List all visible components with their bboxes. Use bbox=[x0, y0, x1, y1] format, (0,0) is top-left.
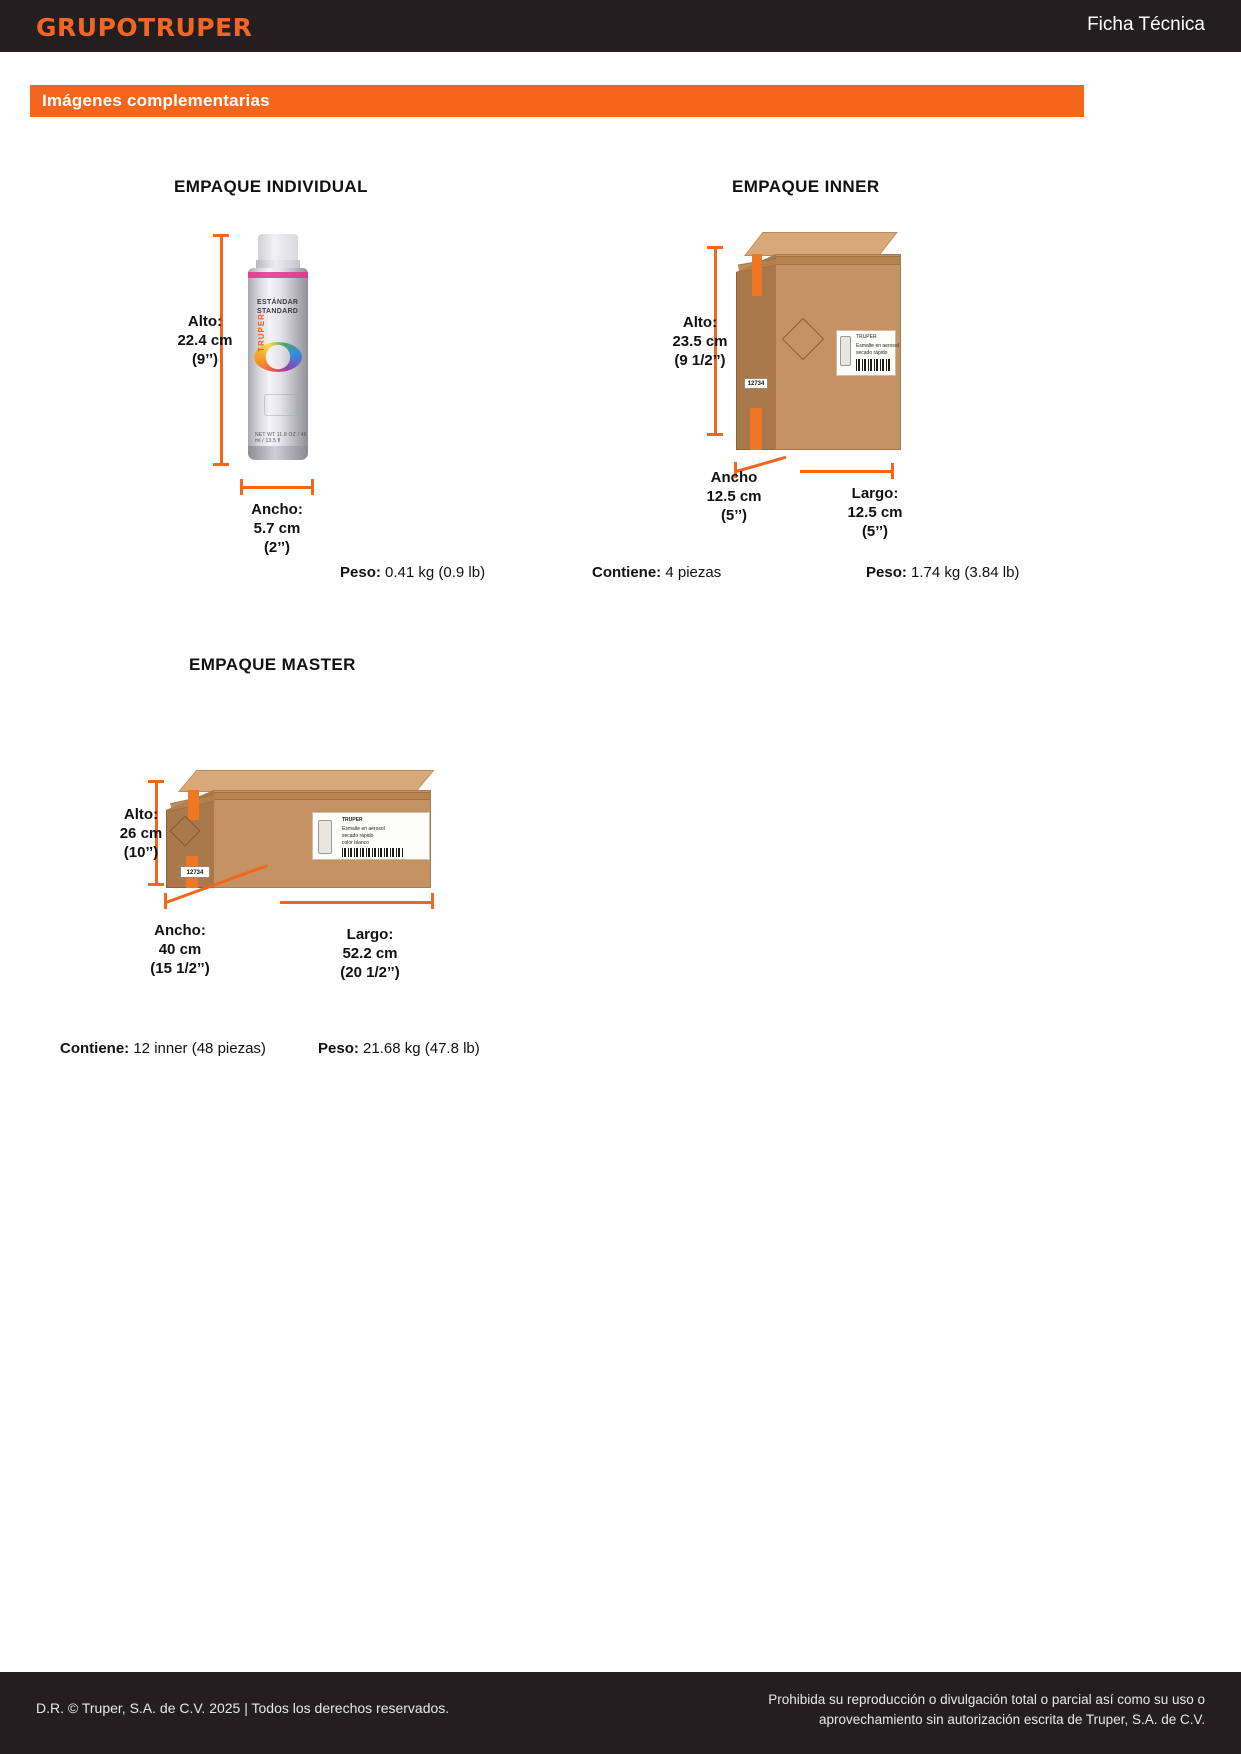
master-box-label-can-icon bbox=[318, 820, 332, 854]
inner-box-tape bbox=[776, 256, 900, 265]
section-title: Imágenes complementarias bbox=[42, 91, 270, 110]
length-inches-inner: (5’’) bbox=[861, 523, 889, 540]
weight-caption-individual: Peso: bbox=[340, 564, 381, 581]
depth-inches-master: (15 1/2’’) bbox=[150, 960, 210, 977]
width-tick-right-individual bbox=[311, 479, 314, 495]
height-tick-bottom-individual bbox=[213, 463, 229, 466]
weight-master bbox=[318, 1040, 480, 1057]
depth-value-inner: 12.5 cm bbox=[706, 488, 762, 505]
contains-value-inner: 4 piezas bbox=[665, 564, 722, 581]
document-type-label: Ficha Técnica bbox=[1087, 14, 1205, 35]
inner-box-top-face bbox=[744, 232, 898, 256]
package-title-inner: EMPAQUE INNER bbox=[732, 177, 880, 196]
can-label-line1: ESTÁNDAR bbox=[257, 299, 299, 306]
length-label-inner bbox=[790, 484, 960, 541]
brand-primary: GRUPO bbox=[36, 13, 139, 42]
footer-bar bbox=[0, 1672, 1241, 1754]
width-rule-individual bbox=[240, 486, 314, 489]
contains-master bbox=[60, 1040, 266, 1057]
can-base bbox=[248, 446, 308, 460]
height-label-master bbox=[86, 805, 196, 862]
contains-caption-inner: Contiene: bbox=[592, 564, 662, 581]
master-box-label-line2: secado rápido bbox=[342, 833, 374, 839]
depth-label-master bbox=[110, 921, 250, 978]
contains-inner bbox=[592, 564, 721, 581]
width-tick-left-individual bbox=[240, 479, 243, 495]
brand-logo bbox=[36, 13, 252, 42]
height-caption-master: Alto: bbox=[123, 806, 159, 823]
brand-secondary: TRUPER bbox=[138, 13, 253, 42]
height-value-individual: 22.4 cm bbox=[177, 332, 233, 349]
length-value-master: 52.2 cm bbox=[342, 945, 398, 962]
can-fineprint: NET WT 11.8 OZ / 48 ml / 13.5 fl bbox=[255, 432, 307, 444]
height-tick-bottom-inner bbox=[707, 433, 723, 436]
height-tick-bottom-master bbox=[148, 883, 164, 886]
contains-caption-master: Contiene: bbox=[60, 1040, 130, 1057]
weight-caption-inner: Peso: bbox=[866, 564, 907, 581]
weight-caption-master: Peso: bbox=[318, 1040, 359, 1057]
master-box-label-line1: Esmalte en aerosol bbox=[342, 826, 385, 832]
depth-value-master: 40 cm bbox=[158, 941, 202, 958]
depth-tick-left-master bbox=[164, 893, 167, 909]
depth-caption-master: Ancho: bbox=[154, 922, 206, 939]
length-tick-right-inner bbox=[891, 463, 894, 479]
height-inches-individual: (9’’) bbox=[191, 351, 219, 368]
master-box-label-brand: TRUPER bbox=[342, 817, 363, 823]
can-seal-icon bbox=[264, 394, 298, 416]
length-tick-right-master bbox=[431, 893, 434, 909]
can-brand-text: TRUPER bbox=[256, 313, 266, 352]
legal-notice bbox=[768, 1690, 1205, 1730]
header-bar bbox=[0, 0, 1241, 52]
length-rule-inner bbox=[800, 470, 894, 473]
inner-box-illustration bbox=[736, 232, 911, 467]
copyright-text: D.R. © Truper, S.A. de C.V. 2025 | Todos los derechos reservados. bbox=[36, 1700, 450, 1716]
can-label-line2: STANDARD bbox=[257, 308, 299, 315]
contains-value-master: 12 inner (48 piezas) bbox=[133, 1040, 266, 1057]
legal-notice-line1: Prohibida su reproducción o divulgación total o parcial así como su uso o bbox=[768, 1692, 1205, 1707]
master-box-sku: 12734 bbox=[180, 866, 210, 878]
width-inches-individual: (2’’) bbox=[263, 539, 291, 556]
height-tick-top-master bbox=[148, 780, 164, 783]
section-header-bar bbox=[30, 85, 1084, 117]
legal-notice-line2: aprovechamiento sin autorización escrita de Truper, S.A. de C.V. bbox=[819, 1712, 1205, 1727]
inner-box-label-brand: TRUPER bbox=[856, 334, 877, 340]
height-inches-inner: (9 1/2’’) bbox=[674, 352, 726, 369]
height-value-master: 26 cm bbox=[119, 825, 163, 842]
weight-value-inner: 1.74 kg (3.84 lb) bbox=[911, 564, 1020, 581]
length-label-master bbox=[290, 925, 450, 982]
height-label-inner bbox=[645, 313, 755, 370]
height-caption-inner: Alto: bbox=[682, 314, 718, 331]
inner-box-orange-strip-bottom bbox=[750, 408, 762, 450]
weight-inner bbox=[866, 564, 1019, 581]
width-label-individual bbox=[222, 500, 332, 557]
inner-box-label-can-icon bbox=[840, 336, 851, 366]
master-box-tape bbox=[214, 792, 430, 800]
weight-value-individual: 0.41 kg (0.9 lb) bbox=[385, 564, 486, 581]
inner-box-barcode bbox=[856, 359, 892, 371]
depth-caption-inner: Ancho bbox=[710, 469, 758, 486]
width-value-individual: 5.7 cm bbox=[253, 520, 301, 537]
height-label-individual bbox=[150, 312, 260, 369]
master-box-barcode bbox=[342, 848, 404, 857]
package-title-individual: EMPAQUE INDIVIDUAL bbox=[174, 177, 368, 196]
can-cap bbox=[258, 234, 298, 262]
inner-box-label-line1: Esmalte en aerosol bbox=[856, 343, 899, 349]
length-caption-master: Largo: bbox=[346, 926, 394, 943]
length-inches-master: (20 1/2’’) bbox=[340, 964, 400, 981]
length-rule-master bbox=[280, 901, 434, 904]
height-caption-individual: Alto: bbox=[187, 313, 223, 330]
inner-box-label-line2: secado rápido bbox=[856, 350, 888, 356]
weight-value-master: 21.68 kg (47.8 lb) bbox=[363, 1040, 480, 1057]
length-value-inner: 12.5 cm bbox=[847, 504, 903, 521]
master-box-label-line3: color blanco bbox=[342, 840, 369, 846]
depth-inches-inner: (5’’) bbox=[720, 507, 748, 524]
weight-individual bbox=[340, 564, 485, 581]
master-box-illustration bbox=[166, 770, 446, 900]
height-value-inner: 23.5 cm bbox=[672, 333, 728, 350]
height-tick-top-inner bbox=[707, 246, 723, 249]
height-inches-master: (10’’) bbox=[123, 844, 159, 861]
master-box-top-face bbox=[178, 770, 434, 792]
width-caption-individual: Ancho: bbox=[251, 501, 303, 518]
height-tick-top-individual bbox=[213, 234, 229, 237]
can-pink-band bbox=[248, 272, 308, 278]
length-caption-inner: Largo: bbox=[851, 485, 899, 502]
package-title-master: EMPAQUE MASTER bbox=[189, 655, 356, 674]
inner-box-orange-strip-top bbox=[752, 254, 762, 296]
inner-box-sku: 12734 bbox=[744, 378, 768, 389]
